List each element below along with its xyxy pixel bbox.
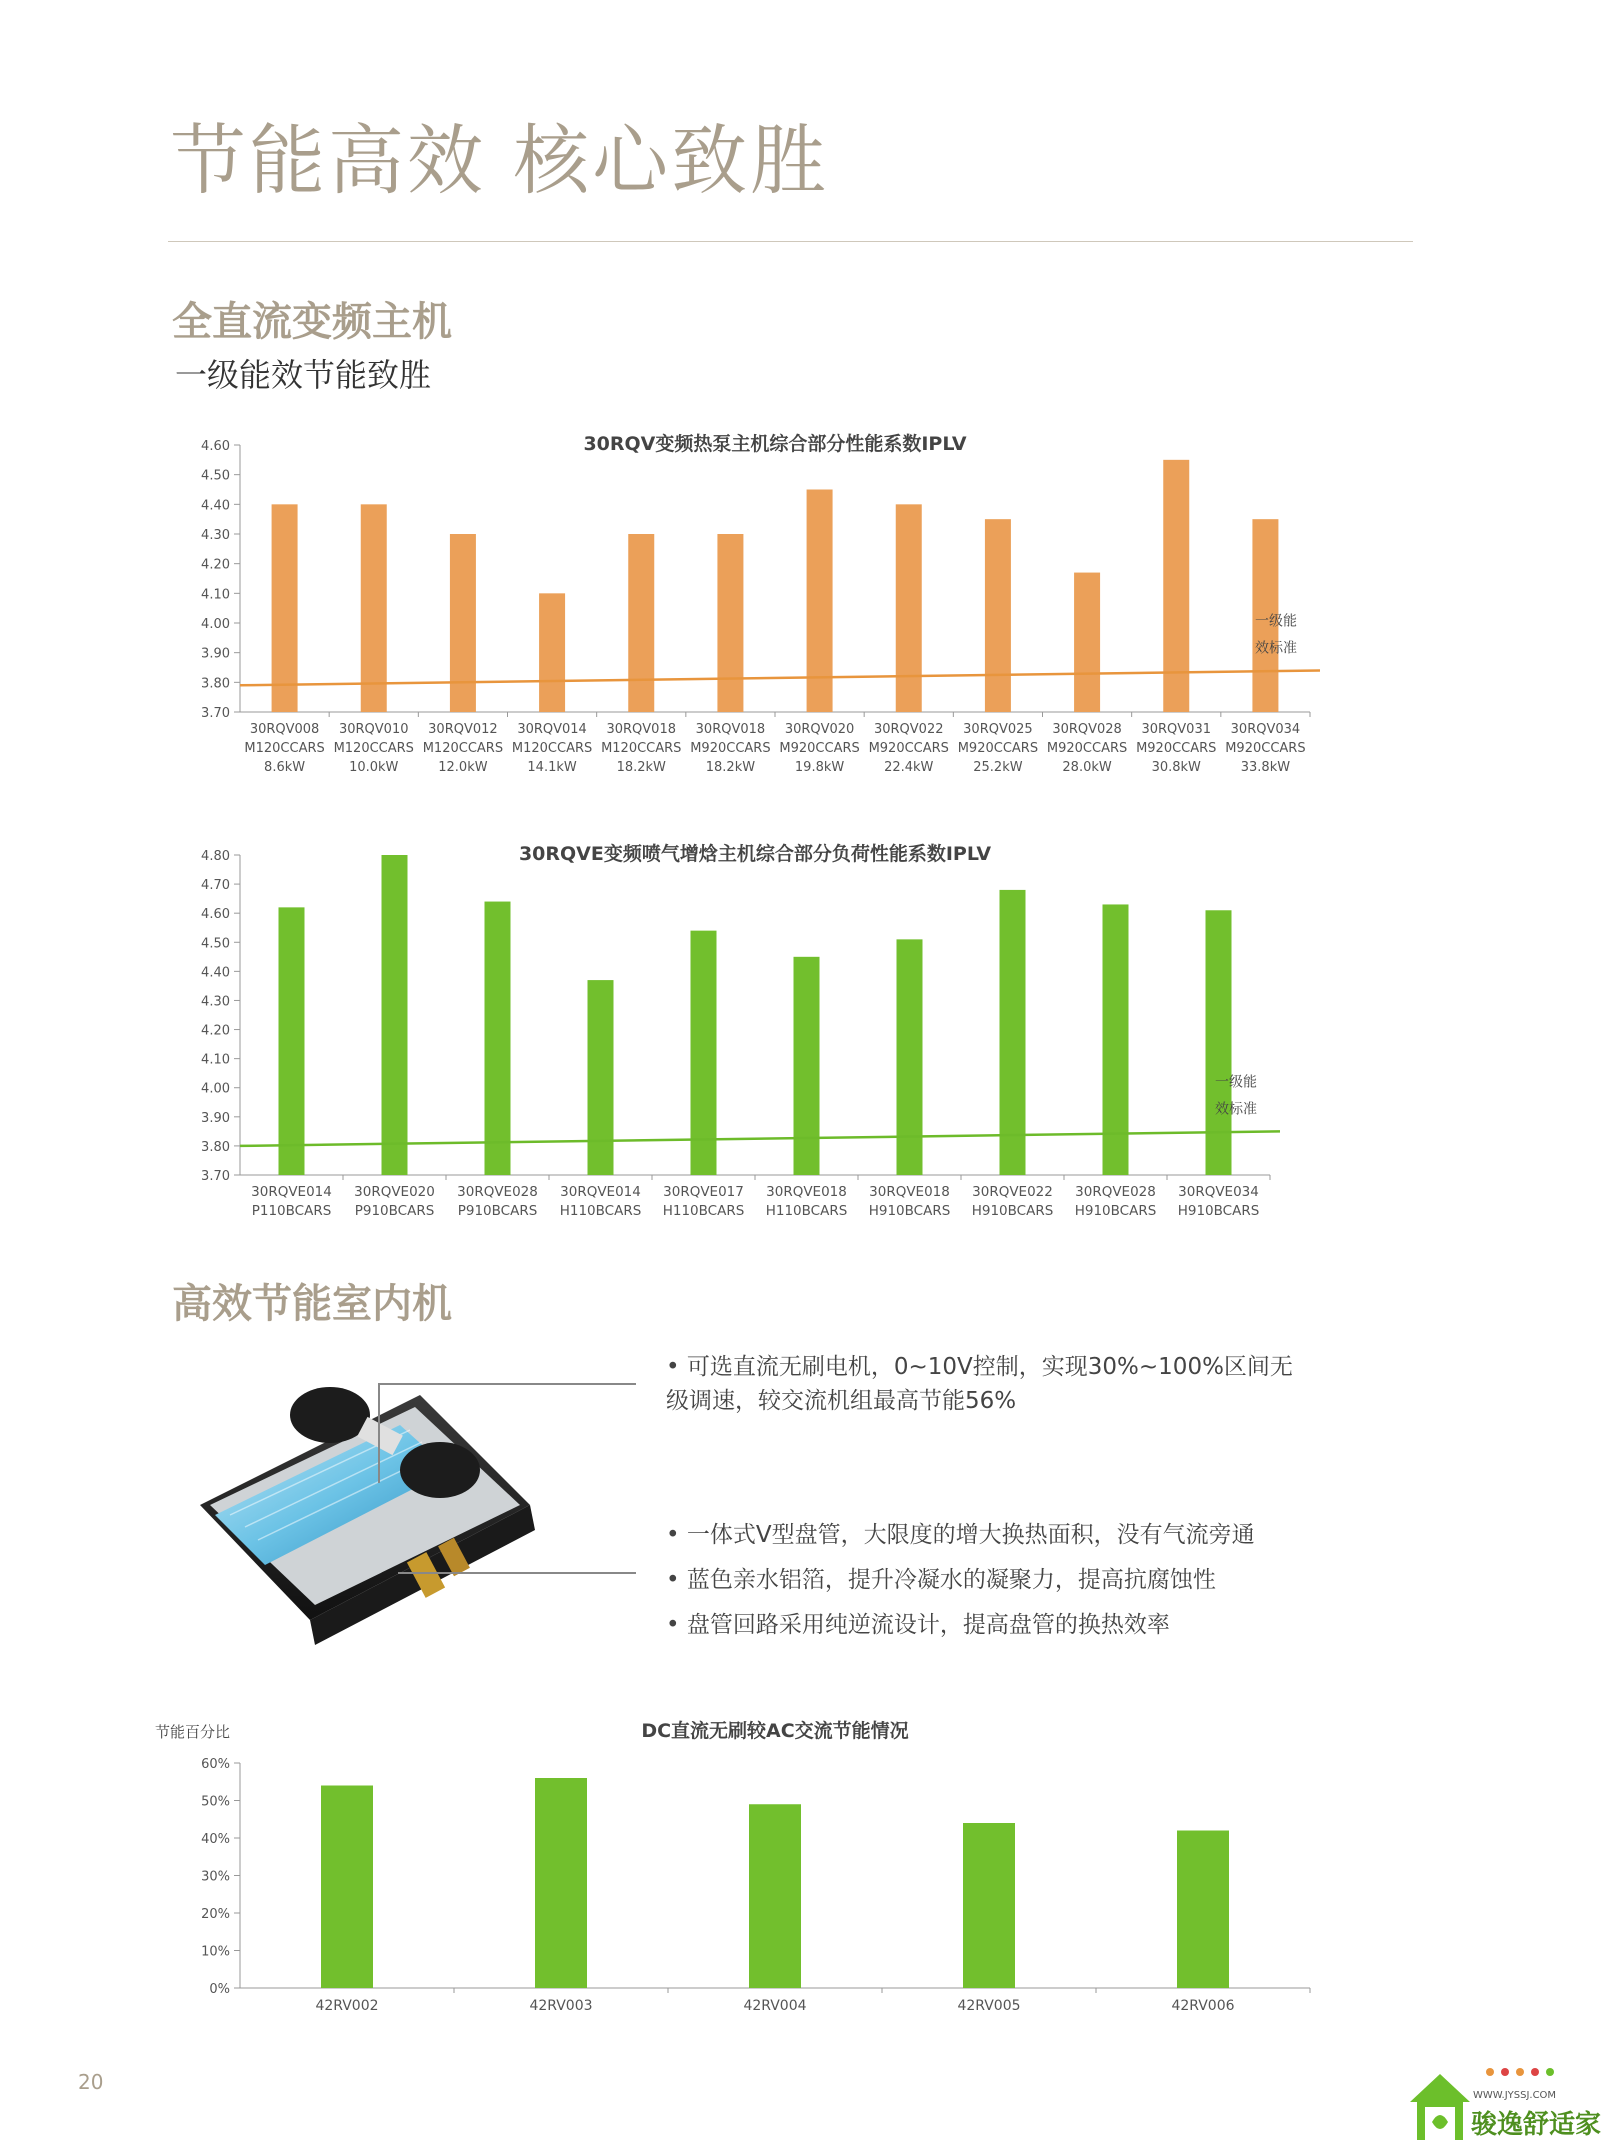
feature-motor-line1: • 可选直流无刷电机，0~10V控制，实现30%~100%区间无 — [666, 1354, 1293, 1380]
x-tick-label: 18.2kW — [705, 760, 756, 775]
section-heading-indoor-unit: 高效节能室内机 — [172, 1281, 452, 1327]
x-tick-label: H110BCARS — [559, 1203, 642, 1219]
y-tick-label: 4.10 — [201, 1052, 230, 1068]
y-tick-label: 3.70 — [201, 1169, 230, 1184]
bar — [1074, 573, 1100, 712]
y-axis-label: 节能百分比 — [154, 1723, 230, 1741]
x-tick-label: H910BCARS — [1177, 1203, 1260, 1219]
x-tick-label: 12.0kW — [438, 760, 488, 775]
bar — [897, 939, 923, 1175]
brand-logo — [1405, 2052, 1601, 2150]
y-tick-label: 4.20 — [201, 1023, 230, 1039]
feature-motor-line2: 级调速，较交流机组最高节能56% — [666, 1388, 1017, 1414]
y-tick-label: 10% — [201, 1944, 230, 1960]
y-tick-label: 4.40 — [201, 498, 230, 514]
chart-iplv-30rqv — [140, 425, 1340, 780]
x-tick-label: 30RQVE018 — [766, 1184, 847, 1200]
x-tick-label: 14.1kW — [527, 760, 577, 775]
leader-line-coil — [398, 1572, 636, 1574]
chart-title: DC直流无刷较AC交流节能情况 — [641, 1720, 909, 1742]
x-tick-label: 30RQV031 — [1141, 722, 1212, 737]
bar — [749, 1804, 801, 1988]
y-tick-label: 30% — [201, 1869, 230, 1885]
y-tick-label: 4.40 — [201, 965, 230, 981]
y-tick-label: 4.50 — [201, 468, 230, 484]
x-tick-label: M120CCARS — [333, 741, 414, 756]
reference-line-label: 一级能 — [1255, 613, 1297, 630]
x-tick-label: M120CCARS — [601, 741, 682, 756]
x-tick-label: 30RQV012 — [428, 722, 498, 737]
x-tick-label: M120CCARS — [422, 741, 504, 756]
bar — [1000, 890, 1026, 1175]
x-tick-label: P910BCARS — [457, 1203, 538, 1219]
x-tick-label: 42RV005 — [957, 1998, 1021, 2014]
x-tick-label: 30.8kW — [1151, 760, 1201, 775]
x-tick-label: 18.2kW — [616, 760, 666, 775]
leader-line-motor-vertical — [378, 1383, 380, 1483]
y-tick-label: 4.10 — [201, 587, 230, 603]
bar — [588, 980, 614, 1175]
bar — [450, 534, 476, 712]
x-tick-label: M920CCARS — [779, 741, 860, 756]
y-tick-label: 4.70 — [201, 878, 230, 894]
x-tick-label: 30RQVE020 — [354, 1184, 435, 1200]
x-tick-label: 30RQVE018 — [869, 1184, 950, 1200]
y-tick-label: 3.90 — [201, 646, 230, 662]
x-tick-label: H910BCARS — [1074, 1203, 1157, 1219]
x-tick-label: 30RQV018 — [606, 722, 677, 737]
x-tick-label: 30RQV008 — [249, 722, 320, 737]
x-tick-label: 22.4kW — [884, 760, 934, 775]
bar — [1163, 460, 1189, 712]
x-tick-label: 30RQV034 — [1230, 722, 1301, 737]
x-tick-label: 28.0kW — [1062, 760, 1112, 775]
x-tick-label: M920CCARS — [1046, 741, 1128, 756]
x-tick-label: 30RQV014 — [517, 722, 587, 737]
section-heading-dc-inverter: 全直流变频主机 — [172, 299, 452, 345]
chart-dc-vs-ac-saving — [140, 1715, 1340, 2035]
leader-line-motor — [378, 1383, 636, 1385]
chart-title: 30RQV变频热泵主机综合部分性能系数IPLV — [583, 433, 967, 455]
reference-line-label: 效标准 — [1255, 640, 1297, 657]
bar — [535, 1778, 587, 1988]
y-tick-label: 3.80 — [201, 1139, 230, 1155]
y-tick-label: 4.60 — [201, 439, 230, 454]
x-tick-label: P910BCARS — [354, 1203, 435, 1219]
y-tick-label: 3.90 — [201, 1110, 230, 1126]
bar — [717, 534, 743, 712]
x-tick-label: 30RQV020 — [784, 722, 855, 737]
x-tick-label: 42RV003 — [529, 1998, 593, 2014]
y-tick-label: 4.30 — [201, 994, 230, 1010]
x-tick-label: 30RQVE014 — [251, 1184, 332, 1200]
x-tick-label: 30RQVE022 — [972, 1184, 1053, 1200]
page-title: 节能高效 核心致胜 — [170, 116, 830, 205]
x-tick-label: 30RQV022 — [873, 722, 944, 737]
fan-coil-unit-image — [190, 1355, 550, 1655]
x-tick-label: 10.0kW — [349, 760, 399, 775]
x-tick-label: 30RQVE014 — [560, 1184, 641, 1200]
bar — [794, 957, 820, 1175]
x-tick-label: H910BCARS — [868, 1203, 951, 1219]
bar — [628, 534, 654, 712]
reference-line-label: 一级能 — [1215, 1074, 1257, 1091]
logo-name: 骏逸舒适家 — [1471, 2110, 1601, 2140]
bar — [963, 1823, 1015, 1988]
bar — [279, 907, 305, 1175]
feature-v-coil: • 一体式V型盘管，大限度的增大换热面积，没有气流旁通 — [666, 1522, 1255, 1548]
x-tick-label: M920CCARS — [1136, 741, 1217, 756]
y-tick-label: 3.70 — [201, 706, 230, 721]
bar — [539, 593, 565, 712]
section-subheading: 一级能效节能致胜 — [175, 356, 432, 394]
x-tick-label: M920CCARS — [1225, 741, 1306, 756]
y-tick-label: 40% — [201, 1832, 230, 1847]
title-divider — [168, 241, 1413, 242]
reference-line — [240, 670, 1320, 685]
y-tick-label: 0% — [209, 1982, 230, 1997]
y-tick-label: 50% — [201, 1794, 230, 1810]
chart-title: 30RQVE变频喷气增焓主机综合部分负荷性能系数IPLV — [518, 843, 992, 865]
x-tick-label: 42RV004 — [743, 1998, 807, 2014]
bar — [985, 519, 1011, 712]
y-tick-label: 4.50 — [201, 936, 230, 952]
x-tick-label: 30RQV025 — [963, 722, 1033, 737]
x-tick-label: 8.6kW — [264, 760, 306, 775]
bar — [1177, 1831, 1229, 1989]
x-tick-label: 42RV006 — [1171, 1998, 1235, 2014]
x-tick-label: 30RQV018 — [695, 722, 766, 737]
y-tick-label: 60% — [201, 1757, 230, 1772]
x-tick-label: 30RQVE028 — [457, 1184, 538, 1200]
y-tick-label: 4.60 — [201, 907, 230, 923]
y-tick-label: 4.00 — [201, 1081, 230, 1097]
x-tick-label: H910BCARS — [971, 1203, 1054, 1219]
x-tick-label: 25.2kW — [973, 760, 1023, 775]
chart-iplv-30rqve — [140, 835, 1340, 1230]
y-tick-label: 4.20 — [201, 557, 230, 573]
y-tick-label: 3.80 — [201, 676, 230, 692]
feature-counterflow: • 盘管回路采用纯逆流设计，提高盘管的换热效率 — [666, 1612, 1170, 1638]
x-tick-label: M920CCARS — [690, 741, 771, 756]
x-tick-label: 30RQVE034 — [1178, 1184, 1259, 1200]
x-tick-label: M120CCARS — [511, 741, 593, 756]
y-tick-label: 20% — [201, 1907, 230, 1922]
y-tick-label: 4.00 — [201, 617, 230, 632]
x-tick-label: M920CCARS — [957, 741, 1039, 756]
bar — [896, 504, 922, 712]
x-tick-label: 30RQVE017 — [663, 1184, 744, 1200]
x-tick-label: H110BCARS — [765, 1203, 848, 1219]
x-tick-label: H110BCARS — [662, 1203, 745, 1219]
x-tick-label: 30RQV028 — [1052, 722, 1122, 737]
bar — [361, 504, 387, 712]
bar — [382, 855, 408, 1175]
bar — [1206, 910, 1232, 1175]
bar — [272, 504, 298, 712]
page-number: 20 — [78, 2070, 104, 2094]
x-tick-label: 30RQV010 — [338, 722, 409, 737]
bar — [485, 902, 511, 1175]
logo-url: WWW.JYSSJ.COM — [1473, 2090, 1557, 2101]
x-tick-label: M120CCARS — [244, 741, 325, 756]
x-tick-label: P110BCARS — [251, 1203, 332, 1219]
x-tick-label: 30RQVE028 — [1075, 1184, 1156, 1200]
reference-line-label: 效标准 — [1215, 1101, 1257, 1118]
x-tick-label: 42RV002 — [315, 1998, 379, 2014]
y-tick-label: 4.80 — [201, 849, 230, 864]
feature-hydrophilic-fin: • 蓝色亲水铝箔，提升冷凝水的凝聚力，提高抗腐蚀性 — [666, 1567, 1216, 1593]
x-tick-label: 19.8kW — [794, 760, 845, 775]
y-tick-label: 4.30 — [201, 528, 230, 543]
x-tick-label: 33.8kW — [1240, 760, 1291, 775]
x-tick-label: M920CCARS — [868, 741, 949, 756]
bar — [321, 1786, 373, 1989]
